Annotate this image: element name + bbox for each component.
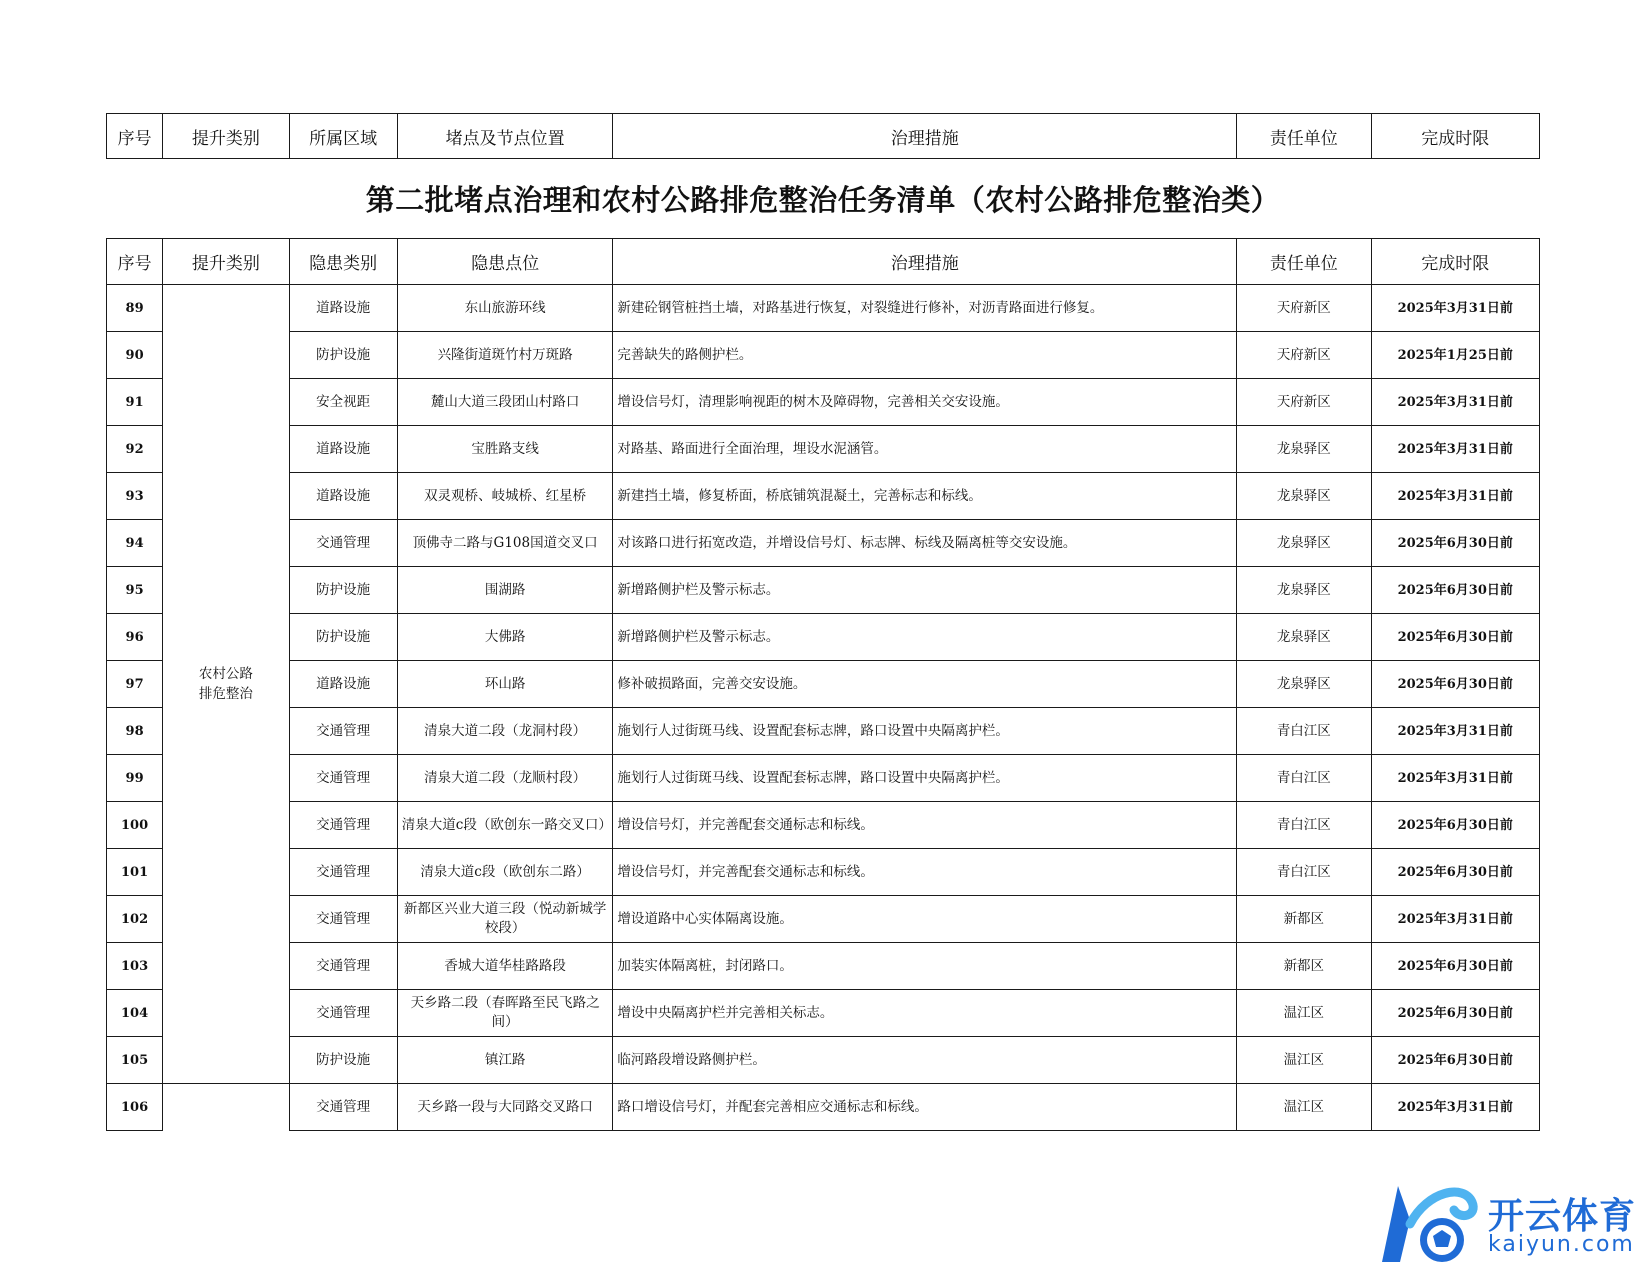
hazard-location-cell: 围湖路 bbox=[397, 567, 613, 614]
deadline-cell: 2025年6月30日前 bbox=[1371, 943, 1540, 990]
hazard-location-cell: 双灵观桥、岐城桥、红星桥 bbox=[397, 473, 613, 520]
deadline-cell: 2025年3月31日前 bbox=[1371, 755, 1540, 802]
responsible-unit-cell: 龙泉驿区 bbox=[1237, 614, 1371, 661]
responsible-unit-cell: 青白江区 bbox=[1237, 755, 1371, 802]
responsible-unit-cell: 天府新区 bbox=[1237, 379, 1371, 426]
hazard-type-cell: 交通管理 bbox=[289, 520, 397, 567]
row-number-cell: 91 bbox=[107, 379, 163, 426]
top-header-table bbox=[106, 113, 1540, 159]
measure-cell: 施划行人过街斑马线、设置配套标志牌，路口设置中央隔离护栏。 bbox=[613, 708, 1237, 755]
row-number-cell: 102 bbox=[107, 896, 163, 943]
hazard-location-cell: 清泉大道c段（欧创东二路） bbox=[397, 849, 613, 896]
row-number-cell: 97 bbox=[107, 661, 163, 708]
kaiyun-logo-icon bbox=[1368, 1180, 1486, 1268]
table-row bbox=[107, 943, 1540, 990]
measure-cell: 增设信号灯，并完善配套交通标志和标线。 bbox=[613, 802, 1237, 849]
responsible-unit-cell: 天府新区 bbox=[1237, 285, 1371, 332]
measure-cell: 对路基、路面进行全面治理，埋设水泥涵管。 bbox=[613, 426, 1237, 473]
hazard-type-cell: 防护设施 bbox=[289, 332, 397, 379]
hazard-location-cell: 新都区兴业大道三段（悦动新城学校段） bbox=[397, 896, 613, 943]
measure-cell: 新建挡土墙，修复桥面，桥底铺筑混凝土，完善标志和标线。 bbox=[613, 473, 1237, 520]
top-header-cell: 治理措施 bbox=[613, 114, 1237, 159]
responsible-unit-cell: 龙泉驿区 bbox=[1237, 426, 1371, 473]
responsible-unit-cell: 新都区 bbox=[1237, 943, 1371, 990]
deadline-cell: 2025年6月30日前 bbox=[1371, 802, 1540, 849]
hazard-type-cell: 交通管理 bbox=[289, 708, 397, 755]
row-number-cell: 103 bbox=[107, 943, 163, 990]
hazard-location-cell: 宝胜路支线 bbox=[397, 426, 613, 473]
measure-cell: 增设信号灯，并完善配套交通标志和标线。 bbox=[613, 849, 1237, 896]
deadline-cell: 2025年6月30日前 bbox=[1371, 661, 1540, 708]
top-header-row bbox=[107, 114, 1540, 159]
watermark-english-text: kaiyun.com bbox=[1488, 1232, 1635, 1257]
table-row bbox=[107, 520, 1540, 567]
hazard-location-cell: 清泉大道c段（欧创东一路交叉口） bbox=[397, 802, 613, 849]
row-number-cell: 95 bbox=[107, 567, 163, 614]
measure-cell: 新增路侧护栏及警示标志。 bbox=[613, 567, 1237, 614]
responsible-unit-cell: 龙泉驿区 bbox=[1237, 520, 1371, 567]
row-number-cell: 99 bbox=[107, 755, 163, 802]
top-header-cell: 提升类别 bbox=[163, 114, 289, 159]
deadline-cell: 2025年3月31日前 bbox=[1371, 896, 1540, 943]
improvement-category-cell bbox=[163, 1084, 289, 1131]
responsible-unit-cell: 青白江区 bbox=[1237, 802, 1371, 849]
responsible-unit-cell: 龙泉驿区 bbox=[1237, 567, 1371, 614]
measure-cell: 新建砼钢管桩挡土墙，对路基进行恢复，对裂缝进行修补，对沥青路面进行修复。 bbox=[613, 285, 1237, 332]
column-header: 提升类别 bbox=[163, 239, 289, 285]
responsible-unit-cell: 天府新区 bbox=[1237, 332, 1371, 379]
watermark-logo bbox=[1368, 1180, 1648, 1270]
column-header: 序号 bbox=[107, 239, 163, 285]
measure-cell: 增设中央隔离护栏并完善相关标志。 bbox=[613, 990, 1237, 1037]
table-row bbox=[107, 1037, 1540, 1084]
hazard-location-cell: 环山路 bbox=[397, 661, 613, 708]
row-number-cell: 100 bbox=[107, 802, 163, 849]
hazard-type-cell: 道路设施 bbox=[289, 473, 397, 520]
row-number-cell: 104 bbox=[107, 990, 163, 1037]
improvement-category-label: 农村公路排危整治 bbox=[198, 666, 253, 702]
hazard-location-cell: 清泉大道二段（龙顺村段） bbox=[397, 755, 613, 802]
row-number-cell: 105 bbox=[107, 1037, 163, 1084]
measure-cell: 加装实体隔离桩，封闭路口。 bbox=[613, 943, 1237, 990]
measure-cell: 增设信号灯，清理影响视距的树木及障碍物，完善相关交安设施。 bbox=[613, 379, 1237, 426]
table-row bbox=[107, 473, 1540, 520]
table-header-row bbox=[107, 239, 1540, 285]
deadline-cell: 2025年3月31日前 bbox=[1371, 1084, 1540, 1131]
responsible-unit-cell: 青白江区 bbox=[1237, 708, 1371, 755]
hazard-type-cell: 道路设施 bbox=[289, 661, 397, 708]
responsible-unit-cell: 青白江区 bbox=[1237, 849, 1371, 896]
top-header-cell: 完成时限 bbox=[1371, 114, 1540, 159]
task-list-table bbox=[106, 238, 1540, 1131]
measure-cell: 临河路段增设路侧护栏。 bbox=[613, 1037, 1237, 1084]
deadline-cell: 2025年3月31日前 bbox=[1371, 379, 1540, 426]
table-row bbox=[107, 661, 1540, 708]
deadline-cell: 2025年6月30日前 bbox=[1371, 614, 1540, 661]
table-row bbox=[107, 896, 1540, 943]
table-row bbox=[107, 1084, 1540, 1131]
hazard-type-cell: 道路设施 bbox=[289, 285, 397, 332]
deadline-cell: 2025年6月30日前 bbox=[1371, 520, 1540, 567]
measure-cell: 完善缺失的路侧护栏。 bbox=[613, 332, 1237, 379]
hazard-location-cell: 顶佛寺二路与G108国道交叉口 bbox=[397, 520, 613, 567]
hazard-location-cell: 麓山大道三段团山村路口 bbox=[397, 379, 613, 426]
hazard-location-cell: 镇江路 bbox=[397, 1037, 613, 1084]
responsible-unit-cell: 温江区 bbox=[1237, 990, 1371, 1037]
top-header-cell: 所属区域 bbox=[289, 114, 397, 159]
responsible-unit-cell: 温江区 bbox=[1237, 1037, 1371, 1084]
hazard-type-cell: 防护设施 bbox=[289, 1037, 397, 1084]
row-number-cell: 98 bbox=[107, 708, 163, 755]
responsible-unit-cell: 龙泉驿区 bbox=[1237, 473, 1371, 520]
measure-cell: 对该路口进行拓宽改造，并增设信号灯、标志牌、标线及隔离桩等交安设施。 bbox=[613, 520, 1237, 567]
deadline-cell: 2025年3月31日前 bbox=[1371, 285, 1540, 332]
watermark-chinese-text: 开云体育 bbox=[1488, 1196, 1637, 1237]
top-header-cell: 序号 bbox=[107, 114, 163, 159]
row-number-cell: 106 bbox=[107, 1084, 163, 1131]
hazard-location-cell: 清泉大道二段（龙洞村段） bbox=[397, 708, 613, 755]
top-header-cell: 堵点及节点位置 bbox=[397, 114, 613, 159]
deadline-cell: 2025年6月30日前 bbox=[1371, 567, 1540, 614]
hazard-type-cell: 安全视距 bbox=[289, 379, 397, 426]
hazard-location-cell: 兴隆街道斑竹村万斑路 bbox=[397, 332, 613, 379]
table-row bbox=[107, 567, 1540, 614]
row-number-cell: 96 bbox=[107, 614, 163, 661]
hazard-location-cell: 香城大道华桂路路段 bbox=[397, 943, 613, 990]
table-row bbox=[107, 426, 1540, 473]
table-row bbox=[107, 379, 1540, 426]
hazard-type-cell: 交通管理 bbox=[289, 896, 397, 943]
table-row bbox=[107, 802, 1540, 849]
column-header: 治理措施 bbox=[613, 239, 1237, 285]
hazard-type-cell: 交通管理 bbox=[289, 990, 397, 1037]
table-row bbox=[107, 614, 1540, 661]
hazard-location-cell: 大佛路 bbox=[397, 614, 613, 661]
table-row bbox=[107, 990, 1540, 1037]
row-number-cell: 90 bbox=[107, 332, 163, 379]
document-title: 第二批堵点治理和农村公路排危整治任务清单（农村公路排危整治类） bbox=[365, 183, 1281, 217]
deadline-cell: 2025年3月31日前 bbox=[1371, 473, 1540, 520]
hazard-type-cell: 交通管理 bbox=[289, 755, 397, 802]
measure-cell: 新增路侧护栏及警示标志。 bbox=[613, 614, 1237, 661]
table-row bbox=[107, 708, 1540, 755]
hazard-type-cell: 道路设施 bbox=[289, 426, 397, 473]
hazard-type-cell: 交通管理 bbox=[289, 849, 397, 896]
deadline-cell: 2025年6月30日前 bbox=[1371, 1037, 1540, 1084]
responsible-unit-cell: 新都区 bbox=[1237, 896, 1371, 943]
hazard-type-cell: 交通管理 bbox=[289, 1084, 397, 1131]
deadline-cell: 2025年1月25日前 bbox=[1371, 332, 1540, 379]
measure-cell: 路口增设信号灯，并配套完善相应交通标志和标线。 bbox=[613, 1084, 1237, 1131]
table-row bbox=[107, 285, 1540, 332]
row-number-cell: 92 bbox=[107, 426, 163, 473]
responsible-unit-cell: 龙泉驿区 bbox=[1237, 661, 1371, 708]
responsible-unit-cell: 温江区 bbox=[1237, 1084, 1371, 1131]
table-row bbox=[107, 755, 1540, 802]
hazard-type-cell: 防护设施 bbox=[289, 614, 397, 661]
hazard-type-cell: 交通管理 bbox=[289, 943, 397, 990]
hazard-type-cell: 防护设施 bbox=[289, 567, 397, 614]
hazard-location-cell: 天乡路二段（春晖路至民飞路之间） bbox=[397, 990, 613, 1037]
column-header: 隐患类别 bbox=[289, 239, 397, 285]
row-number-cell: 94 bbox=[107, 520, 163, 567]
deadline-cell: 2025年3月31日前 bbox=[1371, 708, 1540, 755]
column-header: 责任单位 bbox=[1237, 239, 1371, 285]
hazard-location-cell: 天乡路一段与大同路交叉路口 bbox=[397, 1084, 613, 1131]
table-row bbox=[107, 332, 1540, 379]
top-header-cell: 责任单位 bbox=[1237, 114, 1371, 159]
hazard-location-cell: 东山旅游环线 bbox=[397, 285, 613, 332]
deadline-cell: 2025年6月30日前 bbox=[1371, 849, 1540, 896]
measure-cell: 修补破损路面，完善交安设施。 bbox=[613, 661, 1237, 708]
improvement-category-cell bbox=[163, 285, 289, 1084]
row-number-cell: 101 bbox=[107, 849, 163, 896]
row-number-cell: 93 bbox=[107, 473, 163, 520]
measure-cell: 施划行人过街斑马线、设置配套标志牌，路口设置中央隔离护栏。 bbox=[613, 755, 1237, 802]
measure-cell: 增设道路中心实体隔离设施。 bbox=[613, 896, 1237, 943]
column-header: 隐患点位 bbox=[397, 239, 613, 285]
row-number-cell: 89 bbox=[107, 285, 163, 332]
deadline-cell: 2025年3月31日前 bbox=[1371, 426, 1540, 473]
hazard-type-cell: 交通管理 bbox=[289, 802, 397, 849]
table-row bbox=[107, 849, 1540, 896]
column-header: 完成时限 bbox=[1371, 239, 1540, 285]
table-body bbox=[107, 285, 1540, 1131]
deadline-cell: 2025年6月30日前 bbox=[1371, 990, 1540, 1037]
